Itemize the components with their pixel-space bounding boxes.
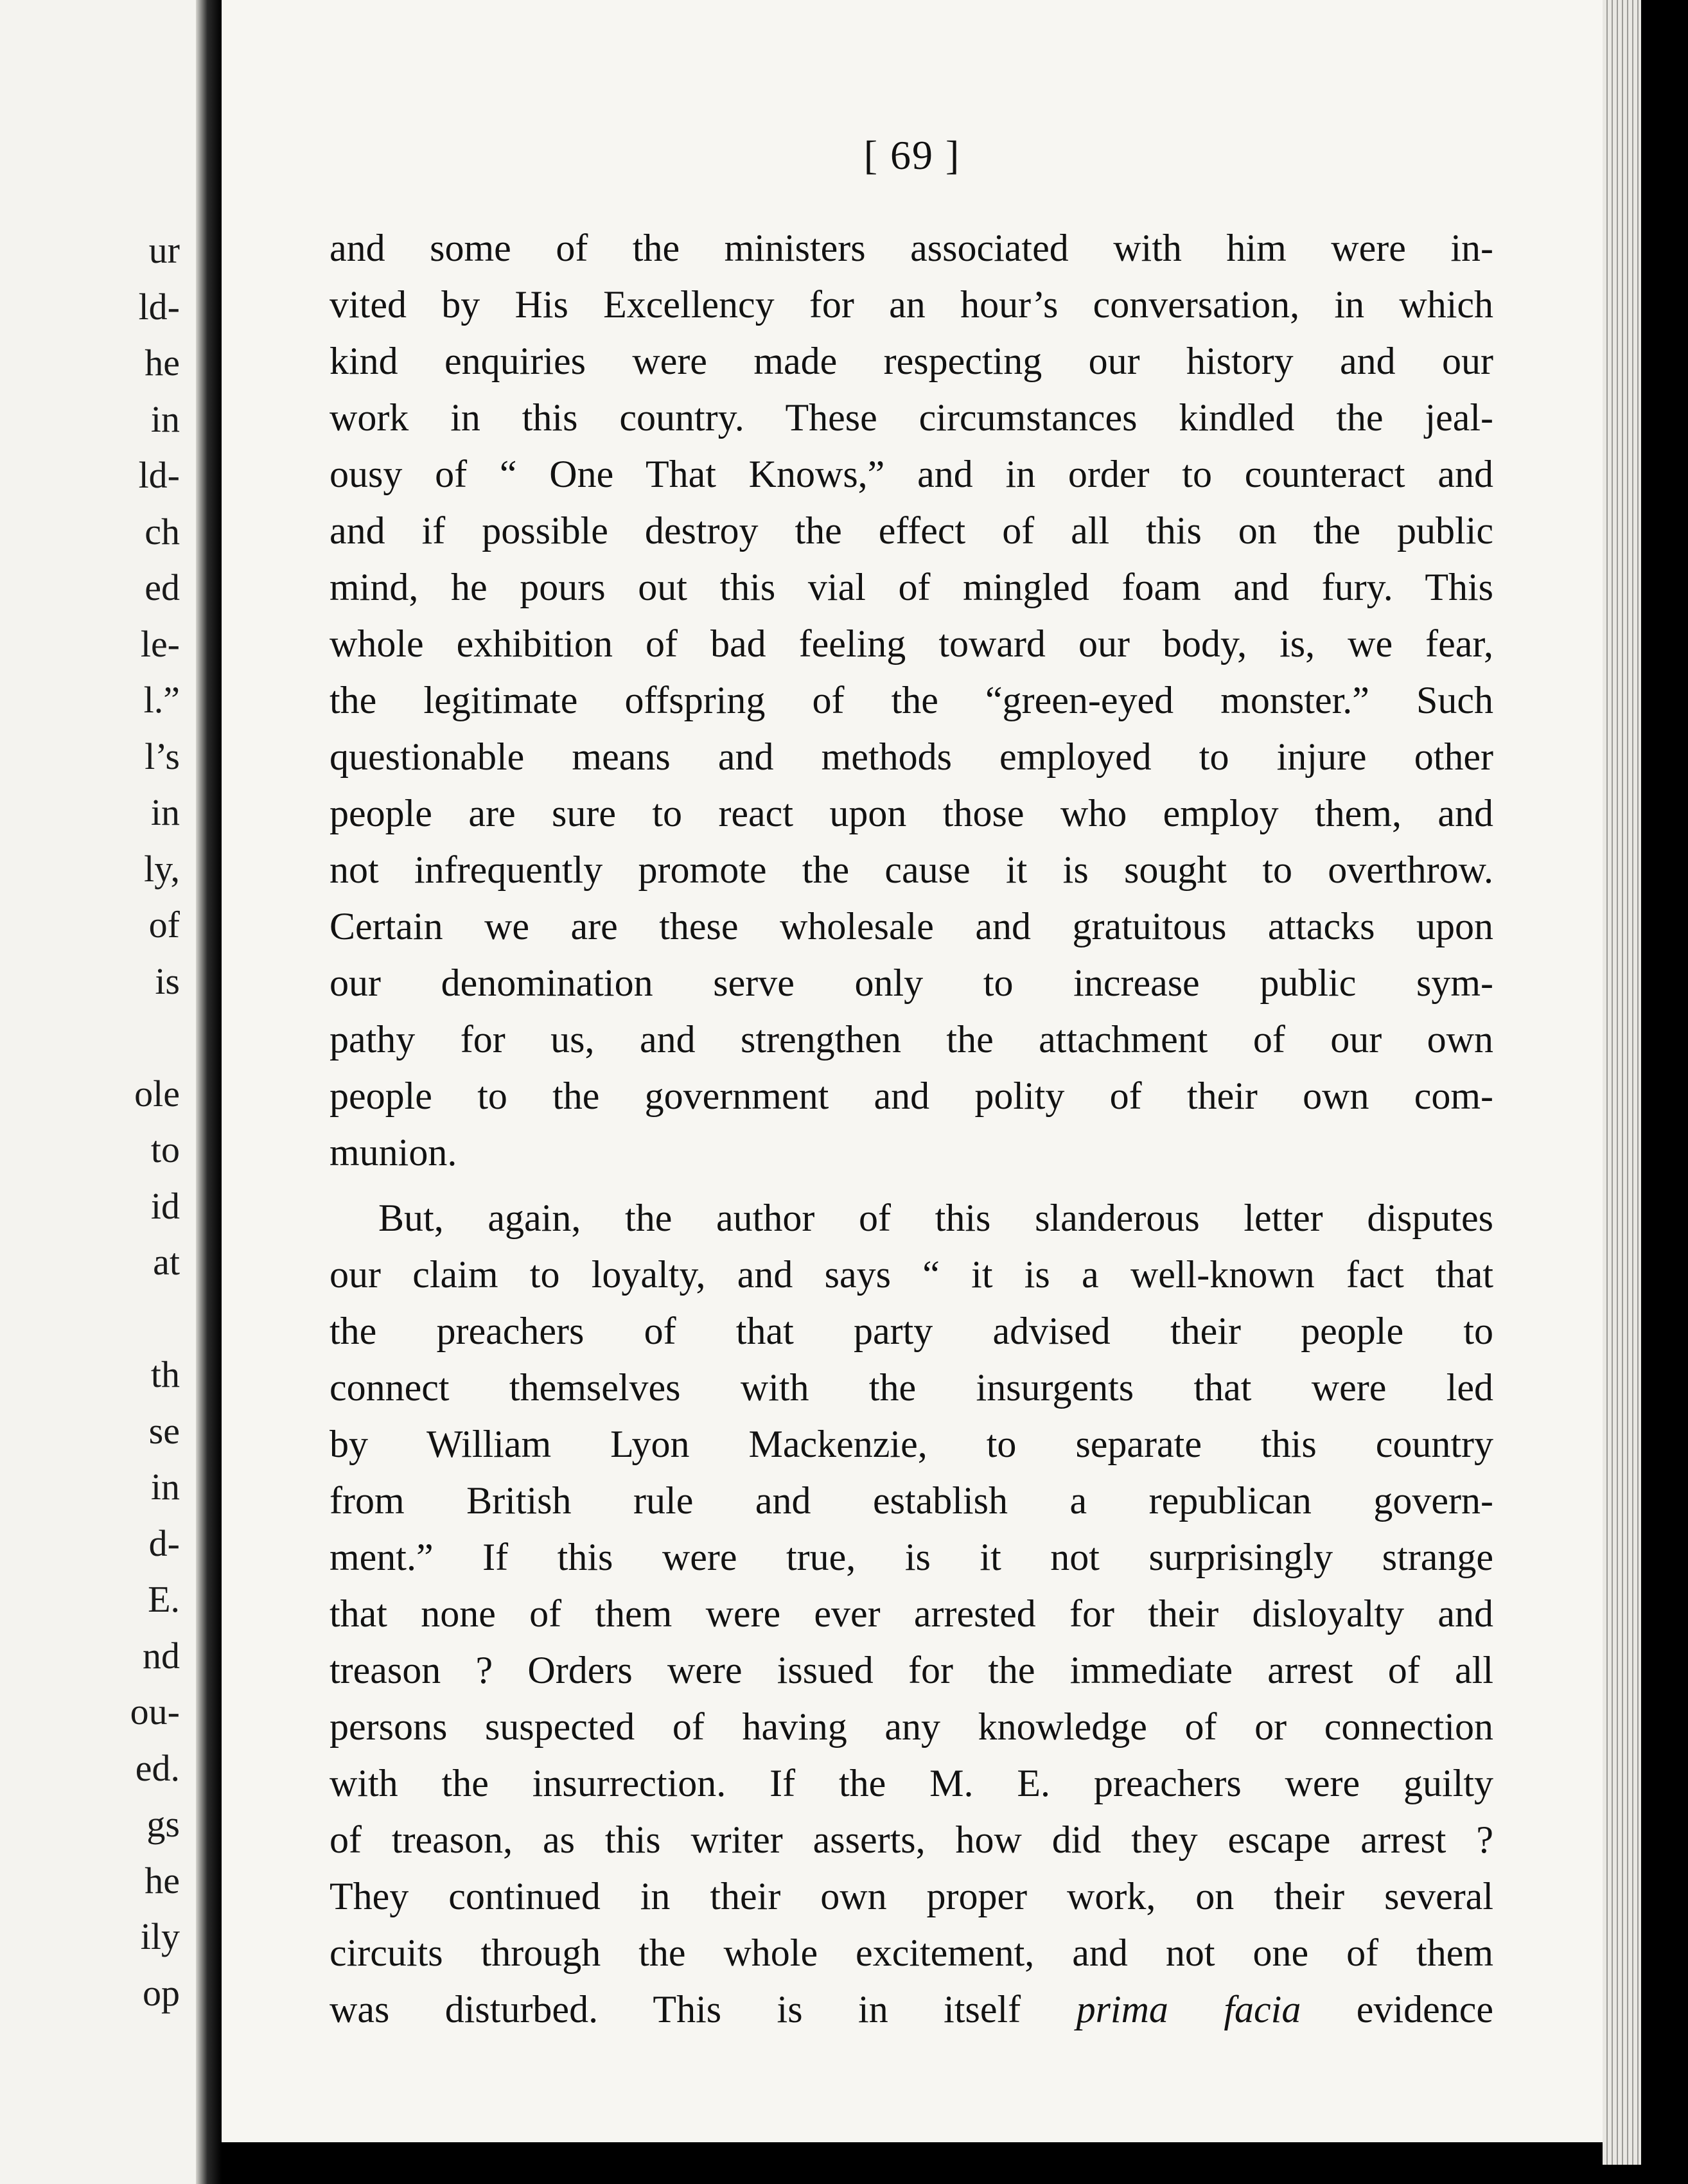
text-line: mind, he pours out this vial of mingled foam and fury. This xyxy=(330,566,1493,608)
previous-page-fragment: in xyxy=(150,791,180,833)
final-line-tail: evidence xyxy=(1301,1988,1493,2030)
previous-page-fragment: at xyxy=(153,1241,180,1283)
previous-page-fragment: l.” xyxy=(143,679,180,721)
text-line: our claim to loyalty, and says “ it is a well-known fact that xyxy=(330,1253,1493,1296)
text-line: They continued in their own proper work, on their several xyxy=(330,1875,1493,1917)
paragraph-2 xyxy=(330,1190,1493,1981)
previous-page-fragment: ed. xyxy=(135,1747,180,1789)
italic-phrase: prima facia xyxy=(1076,1988,1301,2030)
text-line: pathy for us, and strengthen the attachment of our own xyxy=(330,1018,1493,1061)
previous-page-edge xyxy=(0,0,196,2184)
previous-page-fragment: nd xyxy=(143,1634,180,1677)
previous-page-fragment: ole xyxy=(134,1072,180,1114)
text-line: ousy of “ One That Knows,” and in order to counteract and xyxy=(330,453,1493,495)
text-line: vited by His Excellency for an hour’s conversation, in which xyxy=(330,283,1493,326)
text-line: kind enquiries were made respecting our history and our xyxy=(330,340,1493,382)
paragraph-1 xyxy=(330,220,1493,1181)
previous-page-fragment: ly, xyxy=(144,847,180,890)
previous-page-fragment: he xyxy=(145,342,180,383)
text-line: work in this country. These circumstances kindled the jeal- xyxy=(330,396,1493,439)
previous-page-fragment: ed xyxy=(145,567,180,608)
body-text xyxy=(330,220,1493,2038)
text-line: connect themselves with the insurgents that were led xyxy=(330,1366,1493,1409)
text-line: not infrequently promote the cause it is sought to overthrow. xyxy=(330,849,1493,891)
text-line: circuits through the whole excitement, and not one of them xyxy=(330,1932,1493,1974)
previous-page-fragment: ily xyxy=(140,1915,180,1957)
previous-page-fragment: ld- xyxy=(138,285,180,328)
text-line: ment.” If this were true, is it not surprisingly strange xyxy=(330,1536,1493,1578)
text-line: people are sure to react upon those who employ them, and xyxy=(330,792,1493,834)
text-line-final xyxy=(330,1981,1493,2038)
text-line: of treason, as this writer asserts, how did they escape arrest ? xyxy=(330,1819,1493,1861)
previous-page-fragment: in xyxy=(150,398,180,440)
previous-page-fragment: gs xyxy=(146,1803,180,1845)
previous-page-fragment: ld- xyxy=(138,454,180,496)
text-line: and some of the ministers associated with him were in- xyxy=(330,227,1493,269)
text-line: by William Lyon Mackenzie, to separate this country xyxy=(330,1423,1493,1465)
final-line-text: was disturbed. This is in itself xyxy=(330,1988,1077,2030)
previous-page-fragment: of xyxy=(148,904,180,946)
previous-page-fragment: id xyxy=(150,1184,180,1227)
text-line: the preachers of that party advised their people to xyxy=(330,1310,1493,1352)
text-line: But, again, the author of this slanderous letter disputes xyxy=(378,1197,1493,1239)
text-line: with the insurrection. If the M. E. preachers were guilty xyxy=(330,1762,1493,1804)
previous-page-fragment: th xyxy=(150,1353,180,1395)
text-line: whole exhibition of bad feeling toward our body, is, we fear, xyxy=(330,622,1493,665)
book-page xyxy=(222,0,1603,2142)
text-line: people to the government and polity of their own com- xyxy=(330,1075,1493,1117)
previous-page-fragment: le- xyxy=(140,622,180,665)
text-line: Certain we are these wholesale and gratuitous attacks upon xyxy=(330,905,1493,947)
previous-page-fragment: is xyxy=(155,960,180,1002)
text-line: questionable means and methods employed to injure other xyxy=(330,735,1493,778)
previous-page-fragment: in xyxy=(150,1466,180,1508)
previous-page-fragment: to xyxy=(150,1129,180,1170)
text-line: the legitimate offspring of the “green-eyed monster.” Such xyxy=(330,679,1493,721)
text-line: from British rule and establish a republican govern- xyxy=(330,1479,1493,1522)
text-line: treason ? Orders were issued for the immediate arrest of all xyxy=(330,1649,1493,1691)
text-line: our denomination serve only to increase public sym- xyxy=(330,962,1493,1004)
text-line: that none of them were ever arrested for their disloyalty and xyxy=(330,1592,1493,1635)
page-edges-stack xyxy=(1603,0,1641,2165)
previous-page-fragment: ur xyxy=(148,229,180,271)
book-gutter xyxy=(196,0,222,2184)
previous-page-fragment: ch xyxy=(145,510,180,552)
previous-page-fragment: he xyxy=(145,1859,180,1901)
previous-page-fragment: d- xyxy=(148,1522,180,1564)
previous-page-fragment: op xyxy=(143,1971,180,2014)
previous-page-fragment: ou- xyxy=(130,1691,180,1732)
previous-page-fragment: E. xyxy=(148,1578,180,1620)
previous-page-fragment: se xyxy=(148,1409,180,1452)
text-line: persons suspected of having any knowledge of or connection xyxy=(330,1705,1493,1748)
previous-page-fragment: l’s xyxy=(145,735,180,777)
text-line: and if possible destroy the effect of all this on the public xyxy=(330,509,1493,552)
text-line: munion. xyxy=(330,1131,457,1174)
page-number: [ 69 ] xyxy=(863,132,961,178)
